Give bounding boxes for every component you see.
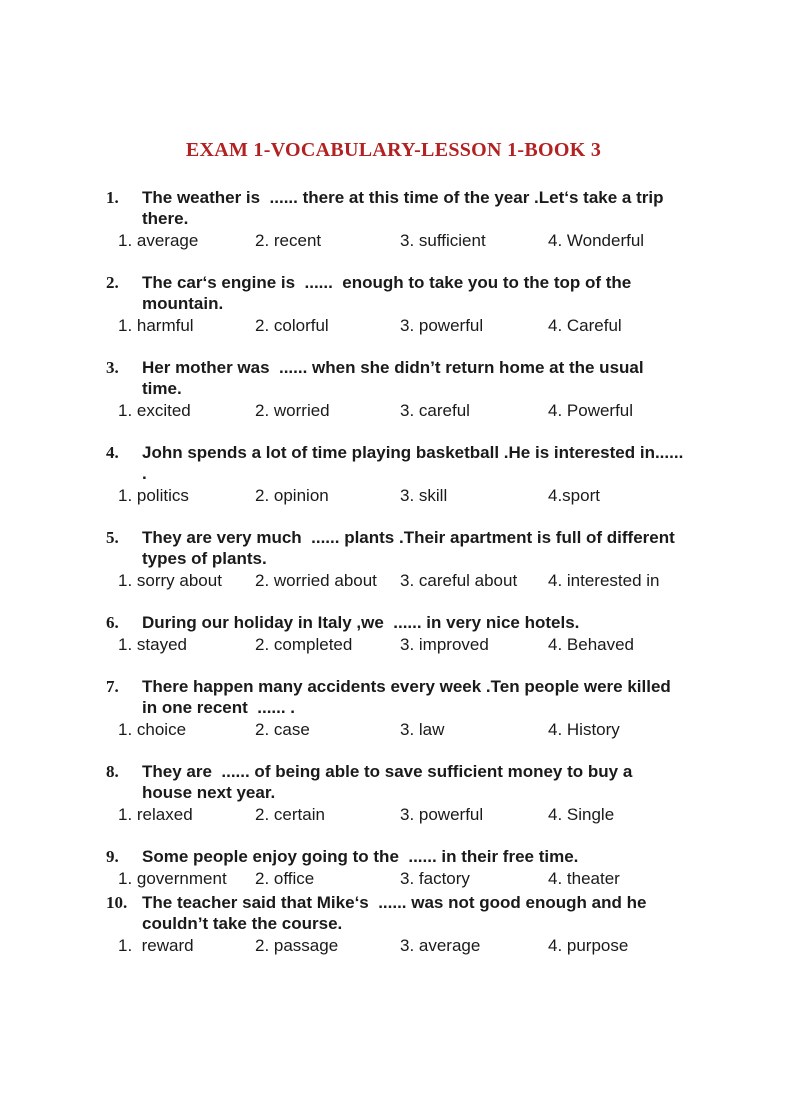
question-list <box>106 187 692 956</box>
option: 2. certain <box>255 805 325 824</box>
question-text: The weather is ...... there at this time of the year .Let‘s take a trip there. <box>142 188 669 228</box>
option: 2. worried <box>255 401 330 420</box>
option: 3. improved <box>400 635 489 654</box>
options-row <box>118 570 692 591</box>
question-item-1 <box>106 187 692 251</box>
exam-title: EXAM 1-VOCABULARY-LESSON 1-BOOK 3 <box>185 139 602 161</box>
option: 2. case <box>255 720 310 739</box>
question-text: Her mother was ...... when she didn’t return home at the usual time. <box>142 358 649 398</box>
option: 3. law <box>400 720 445 739</box>
question-text: There happen many accidents every week .Ten people were killed in one recent ...... . <box>142 677 676 717</box>
question-number: 1. <box>106 188 119 207</box>
question-number: 8. <box>106 762 119 781</box>
options-row <box>118 634 692 655</box>
option: 1. reward <box>118 936 194 955</box>
question-number: 7. <box>106 677 119 696</box>
option: 3. powerful <box>400 316 484 335</box>
option: 1. choice <box>118 720 187 739</box>
option: 4.sport <box>548 486 600 505</box>
question-text: They are ...... of being able to save sufficient money to buy a house next year. <box>142 762 638 802</box>
option: 1. excited <box>118 401 191 420</box>
options-row <box>118 935 692 956</box>
question-item-10 <box>106 892 692 956</box>
option: 4. Powerful <box>548 401 634 420</box>
question-item-5 <box>106 527 692 591</box>
options-row <box>118 485 692 506</box>
option: 4. Wonderful <box>548 231 645 250</box>
option: 4. History <box>548 720 620 739</box>
question-text: They are very much ...... plants .Their apartment is full of different types of plants. <box>142 528 680 568</box>
option: 2. completed <box>255 635 353 654</box>
question-item-3 <box>106 357 692 421</box>
option: 3. powerful <box>400 805 484 824</box>
option: 1. politics <box>118 486 189 505</box>
question-item-2 <box>106 272 692 336</box>
option: 3. careful about <box>400 571 518 590</box>
option: 2. colorful <box>255 316 329 335</box>
question-item-9 <box>106 846 692 889</box>
option: 1. sorry about <box>118 571 222 590</box>
option: 4. Careful <box>548 316 622 335</box>
question-number: 9. <box>106 847 119 866</box>
question-text: The teacher said that Mike‘s ...... was not good enough and he couldn’t take the course. <box>142 893 652 933</box>
option: 4. Single <box>548 805 615 824</box>
option: 3. sufficient <box>400 231 486 250</box>
options-row <box>118 230 692 251</box>
options-row <box>118 719 692 740</box>
option: 4. Behaved <box>548 635 635 654</box>
option: 2. passage <box>255 936 339 955</box>
question-number: 5. <box>106 528 119 547</box>
option: 1. government <box>118 869 227 888</box>
question-item-8 <box>106 761 692 825</box>
question-number: 3. <box>106 358 119 377</box>
options-row <box>118 804 692 825</box>
question-text: Some people enjoy going to the ...... in their free time. <box>142 847 579 866</box>
question-number: 6. <box>106 613 119 632</box>
option: 2. worried about <box>255 571 377 590</box>
option: 3. skill <box>400 486 448 505</box>
option: 3. careful <box>400 401 470 420</box>
option: 3. factory <box>400 869 470 888</box>
option: 4. interested in <box>548 571 660 590</box>
option: 2. recent <box>255 231 322 250</box>
question-number: 2. <box>106 273 119 292</box>
question-number: 4. <box>106 443 119 462</box>
question-text: John spends a lot of time playing basketball .He is interested in...... . <box>142 443 689 483</box>
options-row <box>118 400 692 421</box>
option: 3. average <box>400 936 481 955</box>
option: 4. purpose <box>548 936 629 955</box>
question-text: During our holiday in Italy ,we ...... in very nice hotels. <box>142 613 580 632</box>
option: 1. relaxed <box>118 805 193 824</box>
question-item-4 <box>106 442 692 506</box>
question-item-7 <box>106 676 692 740</box>
question-item-6 <box>106 612 692 655</box>
options-row <box>118 315 692 336</box>
option: 1. harmful <box>118 316 194 335</box>
option: 1. stayed <box>118 635 187 654</box>
question-text: The car‘s engine is ...... enough to take you to the top of the mountain. <box>142 273 636 313</box>
options-row <box>118 868 692 889</box>
option: 4. theater <box>548 869 620 888</box>
question-number: 10. <box>106 893 128 912</box>
option: 1. average <box>118 231 199 250</box>
option: 2. office <box>255 869 315 888</box>
option: 2. opinion <box>255 486 329 505</box>
